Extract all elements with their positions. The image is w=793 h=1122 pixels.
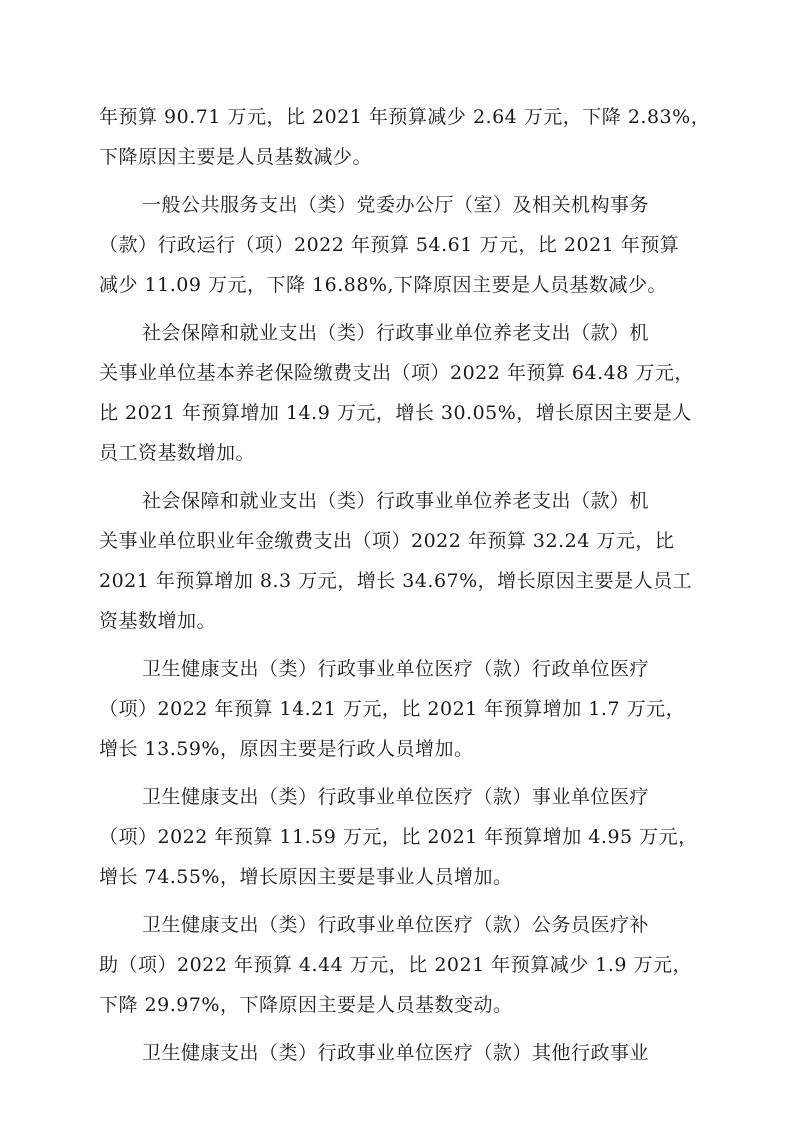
text-line: 比 2021 年预算增加 14.9 万元，增长 30.05%，增长原因主要是人 xyxy=(99,402,692,424)
text-line: 关事业单位基本养老保险缴费支出（项）2022 年预算 64.48 万元， xyxy=(99,362,694,384)
text-line: 助（项）2022 年预算 4.44 万元，比 2021 年预算减少 1.9 万元， xyxy=(99,954,693,976)
text-line: 卫生健康支出（类）行政事业单位医疗（款）公务员医疗补 xyxy=(142,914,650,936)
paragraph-general-public-services xyxy=(99,185,699,305)
text-line: 资基数增加。 xyxy=(99,610,217,632)
paragraph-basic-pension-insurance xyxy=(99,313,699,473)
text-line: 增长 13.59%，原因主要是行政人员增加。 xyxy=(99,738,474,760)
text-line: （项）2022 年预算 14.21 万元，比 2021 年预算增加 1.7 万元， xyxy=(99,698,686,720)
text-line: 年预算 90.71 万元，比 2021 年预算减少 2.64 万元，下降 2.83%， xyxy=(99,106,711,128)
text-line: 员工资基数增加。 xyxy=(99,442,256,464)
text-line: 下降 29.97%，下降原因主要是人员基数变动。 xyxy=(99,994,513,1016)
text-line: 关事业单位职业年金缴费支出（项）2022 年预算 32.24 万元，比 xyxy=(99,530,675,552)
text-line: 卫生健康支出（类）行政事业单位医疗（款）其他行政事业 xyxy=(142,1042,650,1064)
text-line: （款）行政运行（项）2022 年预算 54.61 万元，比 2021 年预算 xyxy=(99,234,680,256)
paragraph-other-medical xyxy=(99,1033,699,1073)
text-line: 卫生健康支出（类）行政事业单位医疗（款）行政单位医疗 xyxy=(142,658,650,680)
text-line: （项）2022 年预算 11.59 万元，比 2021 年预算增加 4.95 万元， xyxy=(99,826,698,848)
paragraph-institution-medical xyxy=(99,777,699,897)
text-line: 减少 11.09 万元，下降 16.88%,下降原因主要是人员基数减少。 xyxy=(99,274,667,296)
text-line: 社会保障和就业支出（类）行政事业单位养老支出（款）机 xyxy=(142,322,650,344)
text-line: 下降原因主要是人员基数减少。 xyxy=(99,146,373,168)
paragraph-administrative-medical xyxy=(99,649,699,769)
text-line: 一般公共服务支出（类）党委办公厅（室）及相关机构事务 xyxy=(142,194,650,216)
text-line: 卫生健康支出（类）行政事业单位医疗（款）事业单位医疗 xyxy=(142,786,650,808)
paragraph-civil-servant-medical-subsidy xyxy=(99,905,699,1025)
text-line: 2021 年预算增加 8.3 万元，增长 34.67%，增长原因主要是人员工 xyxy=(99,570,693,592)
paragraph-occupational-annuity xyxy=(99,481,699,641)
body-text xyxy=(99,97,711,1073)
text-line: 增长 74.55%，增长原因主要是事业人员增加。 xyxy=(99,866,513,888)
paragraph-continued xyxy=(99,97,711,177)
text-line: 社会保障和就业支出（类）行政事业单位养老支出（款）机 xyxy=(142,490,650,512)
